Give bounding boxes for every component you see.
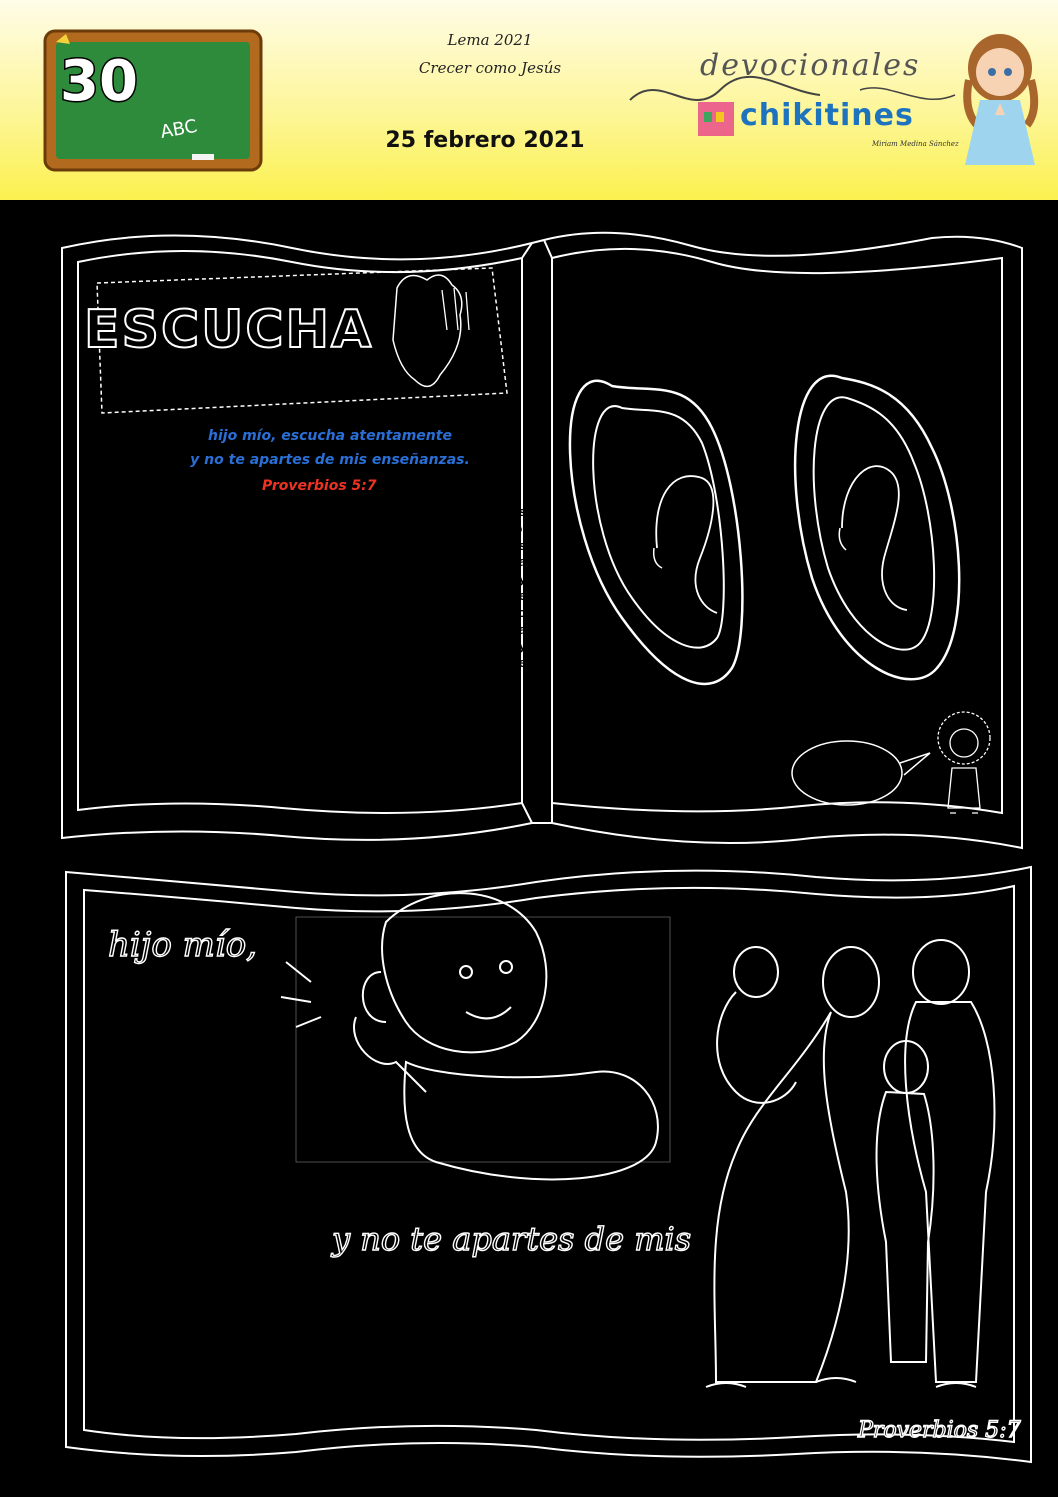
board-letters: ABC bbox=[158, 115, 199, 143]
footer-line-1: Guarda en el cofre de tu corazón esta palabra bbox=[96, 1383, 306, 1393]
speech-bubble-text: Padre Celestial ayúdame a escuchar tus enseñanzas bbox=[813, 749, 883, 776]
devotional-body: Mi joyita de Dios, Dios nos creó con dos hermosas orejitas y con ellas podemos escuchar todo los sonidos que hay en el mundo, escuchamos la voz de mamá y papá, también las voces de otras personas, la música, etc., hoy la Biblia dice: hijo mío, escucha atentamente, ¿quién te dice hijo mío?, pues Dios, tu Padre celestial y te pide que escuches con atención sus enseñanzas y no te apartes de ellas. Hay mucha gente que escucha muchas voces pero la de Dios no la escuchan, no quieren conocer sus enseñanzas, pero tu imita a Jesús que nos enseña lo importante que es escuchar la voz de Dios y así conocer como vivir agradándole a Él. Descubre mas de este Sagrado libro en tus citas diaria con Dios. bbox=[86, 504, 526, 687]
right-ear-drawing bbox=[795, 376, 959, 679]
devotional-signature: Con amor su hermana Miriam Medina Sánchez bbox=[88, 776, 304, 786]
verse-line-2: y no te apartes de mis enseñanzas. bbox=[190, 452, 470, 468]
left-ear-drawing bbox=[570, 381, 742, 684]
brand-author: Miriam Medina Sánchez bbox=[872, 140, 959, 148]
jesus-with-children-drawing bbox=[706, 940, 994, 1387]
footer-line-2: Con amor, su hermana Miriam Medina Sánchez bbox=[92, 1400, 310, 1410]
date-title: 25 febrero 2021 bbox=[385, 128, 585, 153]
brand-script: devocionales bbox=[700, 48, 921, 83]
brand-name bbox=[740, 98, 914, 133]
praying-girl-image bbox=[955, 20, 1050, 170]
coloring-instruction: Gracias Padre Celestial por mis dos orejas, con ellas escuchare tus enseñanzas. Colorea la imagen. bbox=[566, 275, 920, 301]
lema-theme: Crecer como Jesús bbox=[418, 59, 562, 77]
lema-block bbox=[380, 26, 600, 82]
escucha-title: ESCUCHA bbox=[84, 300, 374, 360]
verse-reference: Proverbios 5:7 bbox=[262, 478, 377, 494]
verse-line-1: hijo mío, escucha atentamente bbox=[208, 428, 452, 444]
brand-name-text: chikitines bbox=[740, 98, 914, 133]
lema-year: Lema 2021 bbox=[447, 31, 533, 49]
board-number: 30 bbox=[60, 49, 138, 114]
boy-listening-drawing bbox=[281, 893, 670, 1179]
chalkboard-image bbox=[42, 28, 264, 173]
phrase-hijo-mio: hijo mío, bbox=[108, 925, 257, 965]
phrase-no-te-apartes: y no te apartes de mis bbox=[332, 1220, 692, 1258]
bottom-reference: Proverbios 5:7 bbox=[858, 1418, 1021, 1443]
